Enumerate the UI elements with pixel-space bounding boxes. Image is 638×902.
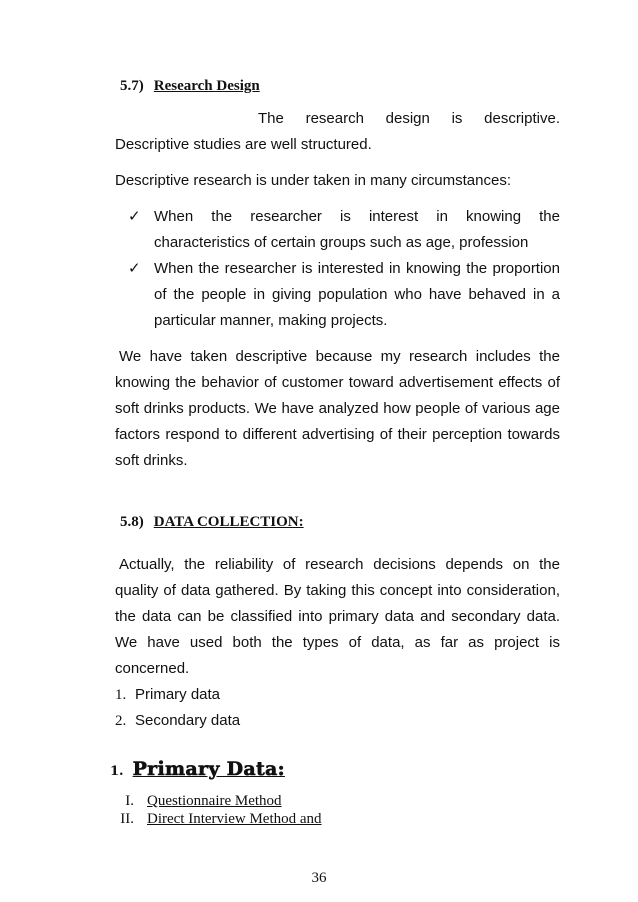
list-number: I.: [125, 793, 134, 809]
paragraph-2-line-4: We have used both the types of data, as far as project is: [115, 634, 560, 651]
lead-line: Descriptive research is under taken in many circumstances:: [115, 172, 511, 189]
list-number: 2.: [115, 713, 127, 729]
list-item: [115, 686, 220, 704]
checkmark-icon: ✓: [128, 260, 141, 277]
bullet-1-line-1: When the researcher is interest in knowing the: [154, 208, 560, 225]
paragraph-2-line-3: the data can be classified into primary data and secondary data.: [115, 608, 560, 625]
subsection-title: Primary Data:: [132, 758, 285, 780]
bullet-2-line-3: particular manner, making projects.: [154, 312, 388, 329]
list-label: Primary data: [135, 686, 221, 703]
paragraph-1-line-5: soft drinks.: [115, 452, 188, 469]
list-number: II.: [120, 811, 134, 827]
list-item: [114, 810, 414, 828]
paragraph-1-line-2: knowing the behavior of customer toward advertisement effects of: [115, 374, 560, 391]
section-number: 5.8): [120, 514, 144, 530]
page-number: 36: [311, 870, 327, 886]
paragraph-2-line-2: quality of data gathered. By taking this concept into consideration,: [115, 582, 560, 599]
section-heading-data-collection: [120, 514, 304, 531]
bullet-2-line-2: of the people in giving population who have behaved in a: [154, 286, 560, 303]
list-number: 1.: [115, 687, 127, 703]
subsection-number: 1.: [110, 764, 124, 779]
bullet-1-line-2: characteristics of certain groups such as age, profession: [154, 234, 529, 251]
list-item: [114, 792, 414, 810]
paragraph-1-line-4: factors respond to different advertising of their perception towards: [115, 426, 560, 443]
list-label: Secondary data: [135, 712, 241, 729]
paragraph-1-line-3: soft drinks products. We have analyzed how people of various age: [115, 400, 560, 417]
section-heading-research-design: [120, 78, 260, 95]
paragraph-2-line-5: concerned.: [115, 660, 190, 677]
intro-line-1: The research design is descriptive.: [258, 110, 560, 127]
bullet-2-line-1: When the researcher is interested in knowing the proportion: [154, 260, 560, 277]
list-item: [115, 712, 240, 730]
paragraph-2-line-1: Actually, the reliability of research decisions depends on the: [119, 556, 560, 573]
subsection-heading-primary-data: [110, 758, 285, 780]
section-number: 5.7): [120, 78, 144, 94]
intro-line-2: Descriptive studies are well structured.: [115, 136, 372, 153]
checkmark-icon: ✓: [128, 208, 141, 225]
section-title: Research Design: [153, 78, 260, 94]
paragraph-1-line-1: We have taken descriptive because my research includes the: [119, 348, 560, 365]
method-link: Questionnaire Method: [147, 793, 282, 809]
section-title: DATA COLLECTION:: [153, 514, 304, 530]
method-link: Direct Interview Method and: [147, 811, 322, 827]
